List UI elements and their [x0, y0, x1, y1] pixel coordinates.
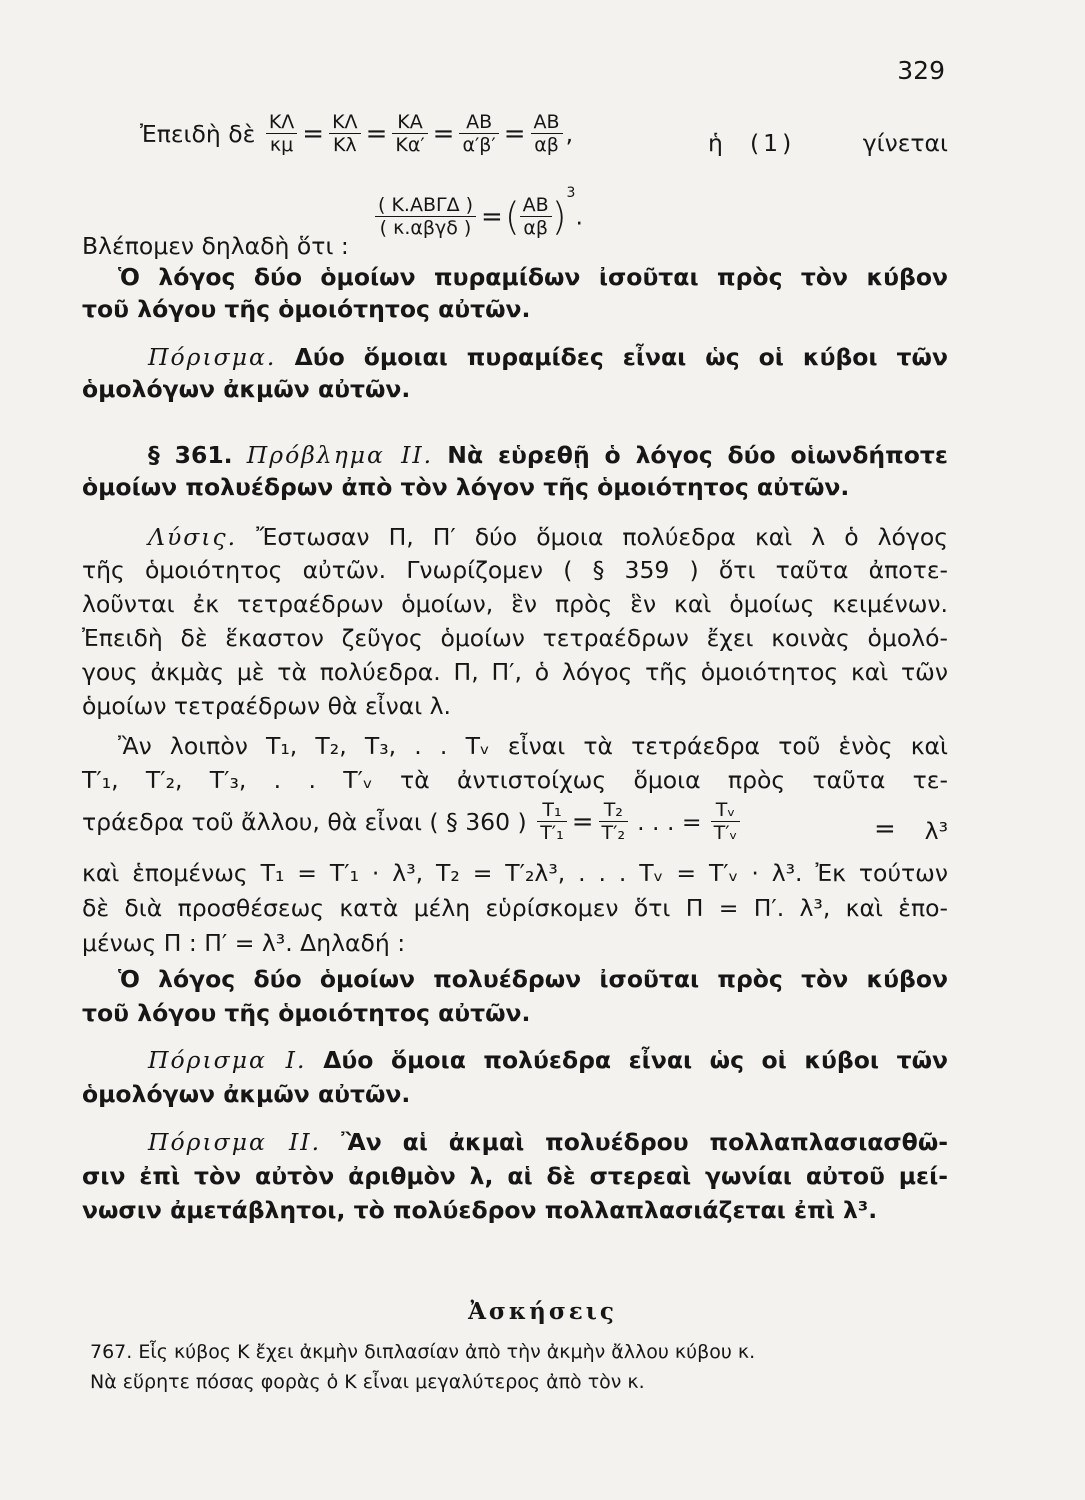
equation-ref: (1) — [750, 129, 796, 157]
fraction: $\frac{AB}{\alpha\beta}$ — [531, 112, 563, 156]
equation-or: ἡ — [708, 129, 723, 157]
exercises-heading: Ἀσκήσεις — [468, 1298, 617, 1325]
solution-line: Ἐπειδὴ δὲ ἕκαστον ζεῦγος ὁμοίων τετραέδρων ἔχει κοινὰς ὁμολό- — [82, 624, 948, 652]
equation-tail-word: γίνεται — [862, 129, 948, 157]
fraction: $\frac{K\Lambda}{\kappa\mu}$ — [266, 112, 297, 156]
fraction: $\frac{\text{Τ₁}}{\text{Τ′₁}}$ — [537, 800, 567, 844]
porisma-line: σιν ἐπὶ τὸν αὐτὸν ἀριθμὸν λ, αἱ δὲ στερεαὶ γωνίαι αὐτοῦ μεί- — [82, 1162, 948, 1190]
porisma-1-label: Πόρισμα Ι. — [148, 1046, 307, 1074]
fraction: $\frac{K\Lambda}{K\lambda}$ — [329, 112, 360, 156]
porisma-2-label: Πόρισμα ΙΙ. — [148, 1128, 322, 1156]
porisma-line: Πόρισμα Ι. Δύο ὅμοια πολύεδρα εἶναι ὡς οἱ κύβοι τῶν — [148, 1046, 948, 1074]
solution-line: καὶ ἑπομένως Τ₁ = Τ′₁ · λ³, Τ₂ = Τ′₂λ³, . . . Τᵥ = Τ′ᵥ · λ³. Ἐκ τούτων — [82, 859, 948, 887]
fraction: $\frac{\text{Τ₂}}{\text{Τ′₂}}$ — [599, 800, 629, 844]
porisma-line: Πόρισμα. Δύο ὅμοιαι πυραμίδες εἶναι ὡς οἱ κύβοι τῶν — [148, 343, 948, 371]
problem-label: Πρόβλημα ΙΙ. — [246, 441, 434, 469]
solution-line: Λύσις. Ἔστωσαν Π, Π′ δύο ὅμοια πολύεδρα καὶ λ ὁ λόγος — [148, 523, 948, 551]
page-number: 329 — [897, 56, 945, 85]
porisma-line: ὁμολόγων ἀκμῶν αὐτῶν. — [82, 375, 411, 403]
porisma-line: νωσιν ἀμετάβλητοι, τὸ πολύεδρον πολλαπλασιάζεται ἐπὶ λ³. — [82, 1196, 878, 1224]
fraction: $\frac{AB}{\alpha'\beta'}$ — [459, 112, 498, 156]
lysis-label: Λύσις. — [148, 523, 238, 551]
fraction: $\frac{KA}{K\alpha'}$ — [392, 112, 427, 156]
porisma-line: ὁμολόγων ἀκμῶν αὐτῶν. — [82, 1080, 411, 1108]
solution-line: γους ἀκμὰς μὲ τὰ πολύεδρα. Π, Π′, ὁ λόγος τῆς ὁμοιότητος καὶ τῶν — [82, 658, 948, 686]
problem-line: § 361. Πρόβλημα ΙΙ. Νὰ εὑρεθῇ ὁ λόγος δύο οἱωνδήποτε — [148, 441, 948, 469]
equation-line-1: Ἐπειδὴ δὲ $\frac{K\Lambda}{\kappa\mu}$ = $\frac{K\Lambda}{K\lambda}$ = $\frac{KA}{K\alpha'}$ = $\frac{AB}{\alpha'\beta'}$ = $\frac{AB}{\alpha\beta}$ , ἡ (1) γίνεται — [140, 111, 948, 157]
equation-line-2: $\frac{\text{( Κ.ΑΒΓΔ )}}{\text{( κ.αβγδ )}}$ =( $\frac{AB}{\alpha\beta}$ )$^3$. — [372, 178, 692, 239]
solution-line: ὁμοίων τετραέδρων θὰ εἶναι λ. — [82, 692, 452, 720]
fraction: $\frac{AB}{\alpha\beta}$ — [520, 195, 552, 239]
porisma-label: Πόρισμα. — [148, 343, 277, 371]
solution-line: λοῦνται ἐκ τετραέδρων ὁμοίων, ἓν πρὸς ἓν καὶ ὁμοίως κειμένων. — [82, 590, 948, 618]
theorem-line: τοῦ λόγου τῆς ὁμοιότητος αὐτῶν. — [82, 295, 531, 323]
solution-line: μένως Π : Π′ = λ³. Δηλαδή : — [82, 929, 406, 957]
problem-line: ὁμοίων πολυέδρων ἀπὸ τὸν λόγον τῆς ὁμοιότητος αὐτῶν. — [82, 473, 850, 501]
equation-lead: Ἐπειδὴ δὲ — [140, 120, 256, 148]
solution-line: Ἂν λοιπὸν Τ₁, Τ₂, Τ₃, . . Τᵥ εἶναι τὰ τετράεδρα τοῦ ἑνὸς καὶ — [118, 732, 948, 760]
solution-line: Τ′₁, Τ′₂, Τ′₃, . . Τ′ᵥ τὰ ἀντιστοίχως ὅμοια πρὸς ταῦτα τε- — [82, 766, 948, 794]
porisma-line: Πόρισμα ΙΙ. Ἂν αἱ ἀκμαὶ πολυέδρου πολλαπλασιασθῶ- — [148, 1128, 948, 1156]
solution-line: τῆς ὁμοιότητος αὐτῶν. Γνωρίζομεν ( § 359 ) ὅτι ταῦτα ἀποτε- — [82, 556, 948, 584]
section-number: § 361. — [148, 441, 233, 469]
theorem-line: Ὁ λόγος δύο ὁμοίων πυραμίδων ἰσοῦται πρὸς τὸν κύβον — [118, 263, 948, 291]
exercise-line: Νὰ εὕρητε πόσας φορὰς ὁ Κ εἶναι μεγαλύτερος ἀπὸ τὸν κ. — [90, 1371, 645, 1393]
exercise-line: 767. Εἷς κύβος Κ ἔχει ἀκμὴν διπλασίαν ἀπὸ τὴν ἀκμὴν ἄλλου κύβου κ. — [90, 1341, 756, 1363]
theorem-line: Ὁ λόγος δύο ὁμοίων πολυέδρων ἰσοῦται πρὸς τὸν κύβον — [118, 965, 948, 993]
text-line: Βλέπομεν δηλαδὴ ὅτι : — [82, 232, 349, 260]
equation-360-line: τράεδρα τοῦ ἄλλου, θὰ εἶναι ( § 360 ) $\frac{\text{Τ₁}}{\text{Τ′₁}}$ = $\frac{\text{Τ₂}}{\text{Τ′₂}}$ . . . = $\frac{\text{Τᵥ}}{\text{Τ′ᵥ}}$ = λ³ — [82, 799, 948, 845]
equation-rhs: λ³ — [924, 817, 948, 845]
theorem-line: τοῦ λόγου τῆς ὁμοιότητος αὐτῶν. — [82, 999, 531, 1027]
fraction: $\frac{\text{Τᵥ}}{\text{Τ′ᵥ}}$ — [711, 800, 741, 844]
solution-line: δὲ διὰ προσθέσεως κατὰ μέλη εὑρίσκομεν ὅτι Π = Π′. λ³, καὶ ἑπο- — [82, 894, 948, 922]
fraction: $\frac{\text{( Κ.ΑΒΓΔ )}}{\text{( κ.αβγδ )}}$ — [375, 195, 476, 239]
